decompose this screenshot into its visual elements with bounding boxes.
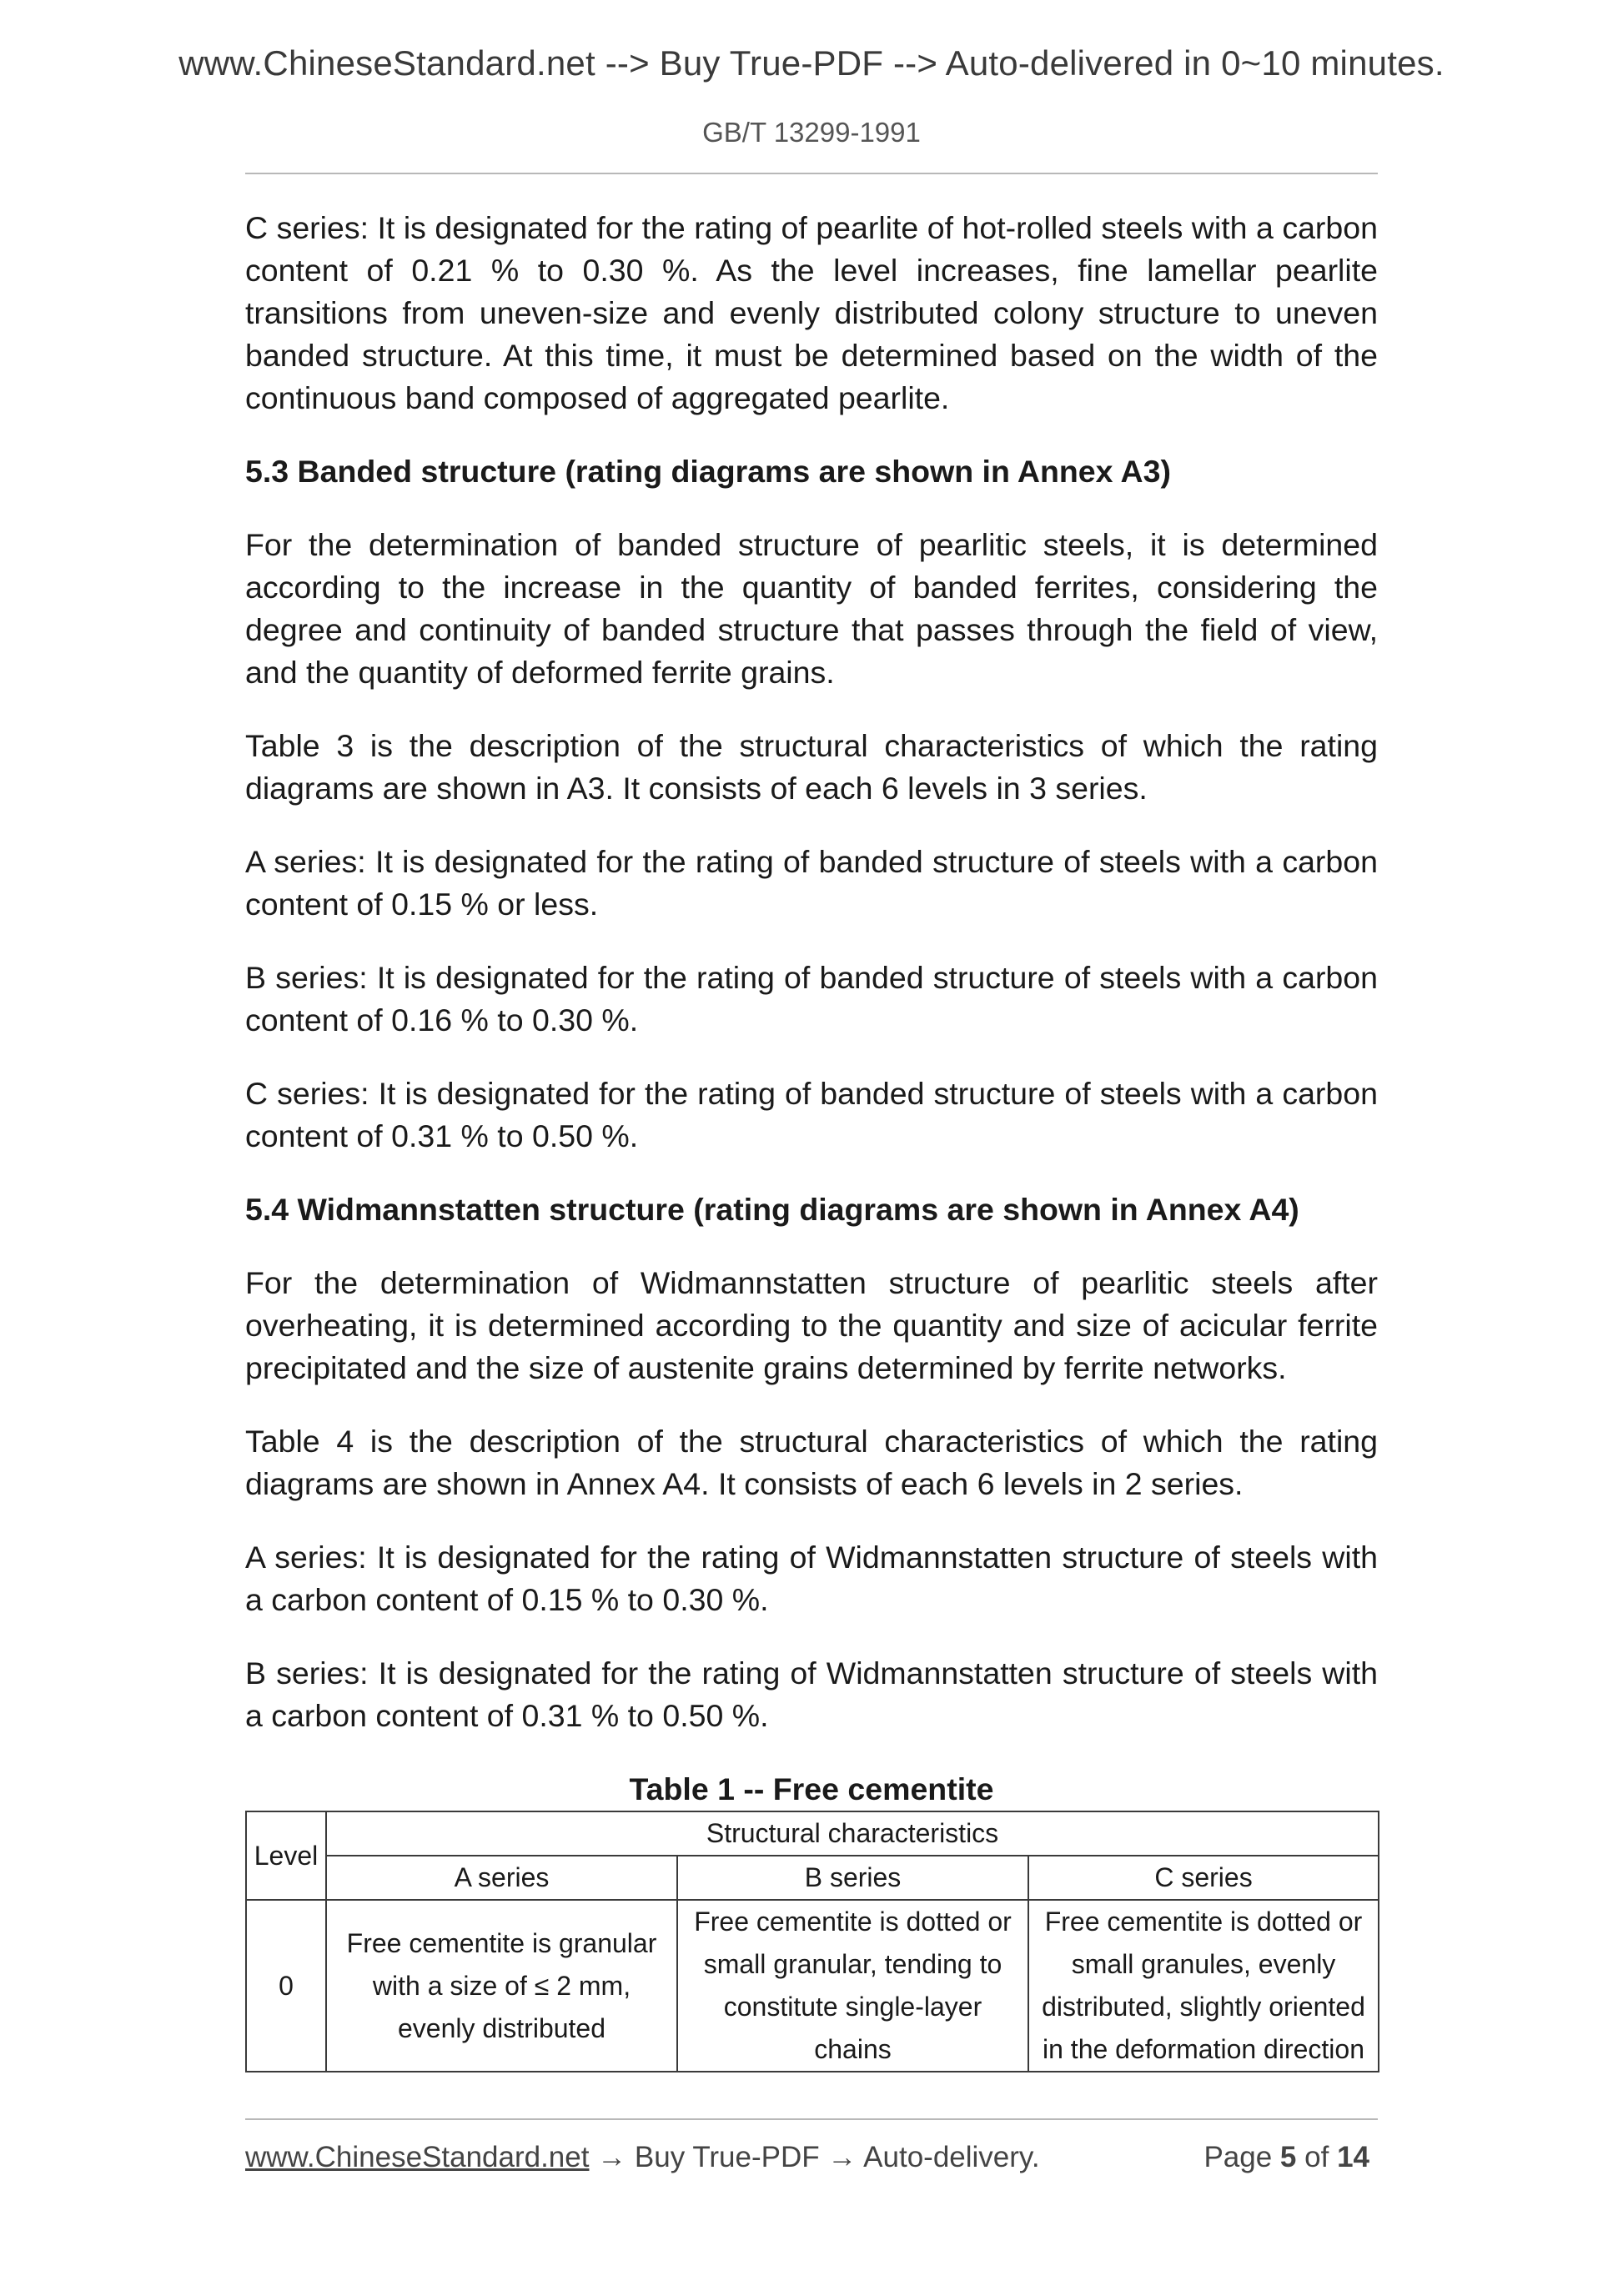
paragraph-a-series-banded: A series: It is designated for the rating of banded structure of steels with a carbon content of 0.15 % or less.	[245, 844, 1378, 922]
table-header-row	[246, 1811, 1379, 1856]
footer-divider	[245, 2118, 1378, 2120]
footer-site-link[interactable]: www.ChineseStandard.net	[245, 2141, 590, 2173]
cell-b-series: Free cementite is dotted or small granular, tending to constitute single-layer chains	[677, 1900, 1028, 2072]
table-row	[246, 1900, 1379, 2072]
paragraph-widmannstatten-determination: For the determination of Widmannstatten structure of pearlitic steels after overheating, it is determined according to the quantity and size of acicular ferrite precipitated and the size of austenite grains determined by ferrite networks.	[245, 1265, 1378, 1385]
cell-a-series: Free cementite is granular with a size of ≤ 2 mm, evenly distributed	[326, 1900, 677, 2072]
header-divider	[245, 173, 1378, 174]
page-counter	[1203, 2141, 1369, 2174]
section-heading-5-3: 5.3 Banded structure (rating diagrams are shown in Annex A3)	[245, 454, 1171, 489]
table-title: Table 1 -- Free cementite	[629, 1771, 994, 1806]
document-id: GB/T 13299-1991	[702, 117, 921, 148]
page-footer	[245, 2141, 1378, 2183]
paragraph-banded-determination: For the determination of banded structure of pearlitic steels, it is determined according to the increase in the quantity of banded ferrites, considering the degree and continuity of banded structure that passes through the field of view, and the quantity of deformed ferrite grains.	[245, 527, 1378, 690]
footer-promo	[245, 2141, 1040, 2174]
paragraph-b-series-banded: B series: It is designated for the rating of banded structure of steels with a carbon content of 0.16 % to 0.30 %.	[245, 960, 1378, 1037]
paragraph-table4-description: Table 4 is the description of the structural characteristics of which the rating diagrams are shown in Annex A4. It consists of each 6 levels in 2 series.	[245, 1424, 1378, 1501]
page-total: 14	[1337, 2141, 1369, 2173]
paragraph-c-series-pearlite: C series: It is designated for the rating of pearlite of hot-rolled steels with a carbon content of 0.21 % to 0.30 %. As the level increases, fine lamellar pearlite transitions from uneven-size and evenly distributed colony structure to uneven banded structure. At this time, it must be determined based on the width of the continuous band composed of aggregated pearlite.	[245, 210, 1378, 415]
paragraph-a-series-widmannstatten: A series: It is designated for the rating of Widmannstatten structure of steels with a carbon content of 0.15 % to 0.30 %.	[245, 1540, 1378, 1617]
table-subheader-row	[246, 1856, 1379, 1900]
footer-promo-text: → Buy True-PDF → Auto-delivery.	[589, 2141, 1040, 2173]
free-cementite-table	[245, 1811, 1379, 2072]
section-heading-5-4: 5.4 Widmannstatten structure (rating diagrams are shown in Annex A4)	[245, 1192, 1299, 1227]
cell-c-series: Free cementite is dotted or small granules, evenly distributed, slightly oriented in the deformation direction	[1028, 1900, 1379, 2072]
site-banner: www.ChineseStandard.net --> Buy True-PDF --> Auto-delivered in 0~10 minutes.	[178, 43, 1445, 83]
header-c-series: C series	[1028, 1856, 1379, 1900]
paragraph-table3-description: Table 3 is the description of the structural characteristics of which the rating diagrams are shown in A3. It consists of each 6 levels in 3 series.	[245, 728, 1378, 806]
paragraph-b-series-widmannstatten: B series: It is designated for the rating of Widmannstatten structure of steels with a carbon content of 0.31 % to 0.50 %.	[245, 1655, 1378, 1733]
cell-level: 0	[246, 1900, 326, 2072]
of-word: of	[1304, 2141, 1329, 2173]
header-a-series: A series	[326, 1856, 677, 1900]
page-number: 5	[1279, 2141, 1297, 2173]
header-structural-characteristics: Structural characteristics	[326, 1811, 1379, 1856]
header-level: Level	[246, 1811, 326, 1900]
header-b-series: B series	[677, 1856, 1028, 1900]
paragraph-c-series-banded: C series: It is designated for the rating of banded structure of steels with a carbon content of 0.31 % to 0.50 %.	[245, 1076, 1378, 1153]
page-content	[245, 207, 1378, 2072]
page-word: Page	[1203, 2141, 1273, 2173]
